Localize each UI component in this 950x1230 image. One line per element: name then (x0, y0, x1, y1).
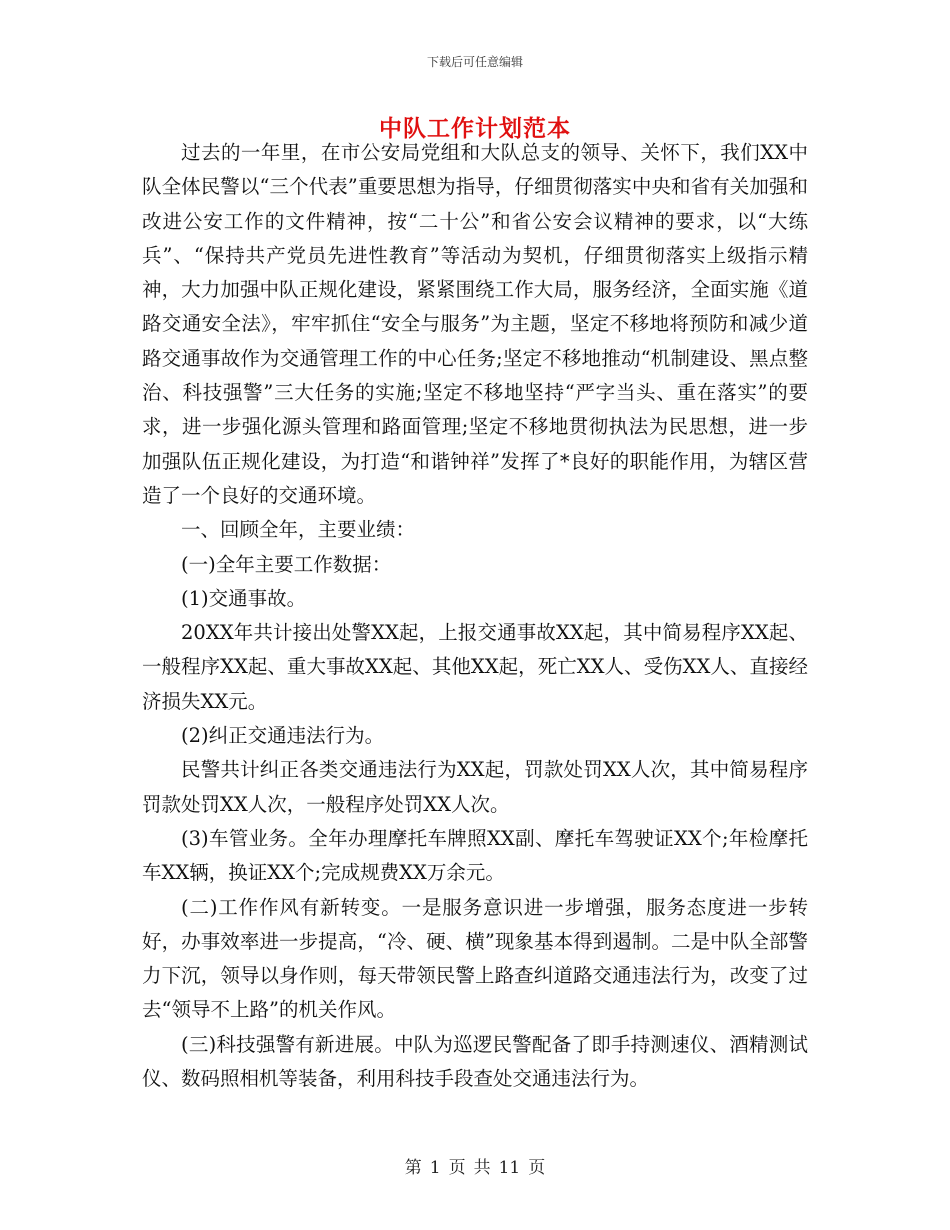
paragraph: (3)车管业务。全年办理摩托车牌照XX副、摩托车驾驶证XX个;年检摩托车XX辆，换证XX个;完成规费XX万余元。 (142, 826, 808, 885)
document-body (142, 136, 808, 1096)
paragraph: 20XX年共计接出处警XX起，上报交通事故XX起，其中简易程序XX起、一般程序XX起、重大事故XX起、其他XX起，死亡XX人、受伤XX人、直接经济损失XX元。 (142, 621, 808, 713)
paragraph: (三)科技强警有新进展。中队为巡逻民警配备了即手持测速仪、酒精测试仪、数码照相机等装备，利用科技手段查处交通违法行为。 (142, 1032, 808, 1091)
section-heading: 一、回顾全年，主要业绩： (181, 518, 416, 542)
header-note: 下载后可任意编辑 (426, 55, 523, 69)
total-unit: 页 (528, 1158, 546, 1178)
page-footer (0, 1153, 950, 1178)
item-heading: (2)纠正交通违法行为。 (181, 724, 385, 748)
page-number: 1 (429, 1158, 441, 1178)
paragraph: 过去的一年里，在市公安局党组和大队总支的领导、关怀下，我们XX中队全体民警以“三个代表”重要思想为指导，仔细贯彻落实中央和省有关加强和改进公安工作的文件精神，按“二十公”和省公安会议精神的要求，以“大练兵”、“保持共产党员先进性教育”等活动为契机，仔细贯彻落实上级指示精神，大力加强中队正规化建设，紧紧围绕工作大局，服务经济，全面实施《道路交通安全法》，牢牢抓住“安全与服务”为主题，坚定不移地将预防和减少道路交通事故作为交通管理工作的中心任务;坚定不移地推动“机制建设、黑点整治、科技强警”三大任务的实施;坚定不移地坚持“严字当头、重在落实”的要求，进一步强化源头管理和路面管理;坚定不移地贯彻执法为民思想，进一步加强队伍正规化建设，为打造“和谐钟祥”发挥了*良好的职能作用，为辖区营造了一个良好的交通环境。 (142, 141, 808, 507)
item-heading: (1)交通事故。 (181, 586, 307, 610)
document-title: 中队工作计划范本 (379, 115, 571, 142)
total-pages: 11 (498, 1158, 521, 1178)
page-label: 第 (404, 1158, 422, 1178)
total-label: 共 (473, 1158, 491, 1178)
paragraph: (二)工作作风有新转变。一是服务意识进一步增强，服务态度进一步转好，办事效率进一步提高，“冷、硬、横”现象基本得到遏制。二是中队全部警力下沉，领导以身作则，每天带领民警上路查纠道路交通违法行为，改变了过去“领导不上路”的机关作风。 (142, 895, 808, 1022)
page-unit: 页 (448, 1158, 466, 1178)
subsection-heading: (一)全年主要工作数据： (181, 552, 392, 576)
paragraph: 民警共计纠正各类交通违法行为XX起，罚款处罚XX人次，其中简易程序罚款处罚XX人次，一般程序处罚XX人次。 (142, 758, 808, 816)
